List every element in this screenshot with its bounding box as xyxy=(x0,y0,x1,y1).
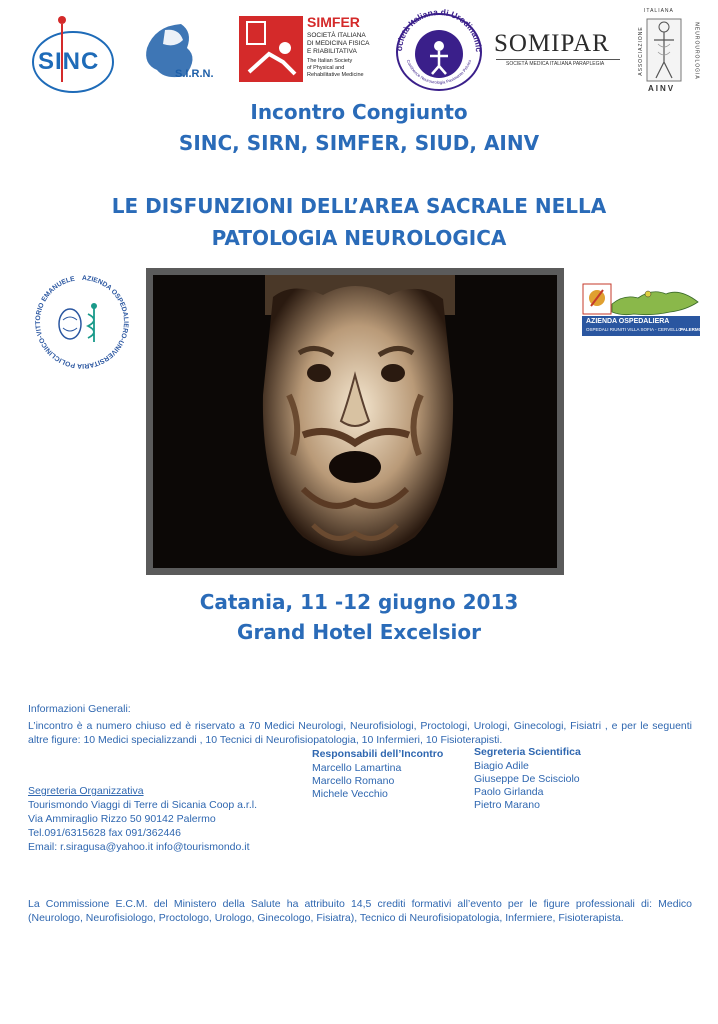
simfer-line-2: DI MEDICINA FISICA xyxy=(307,40,370,47)
mascaron-photo xyxy=(153,275,557,568)
responsabili-heading: Responsabili dell’Incontro xyxy=(312,748,444,760)
responsabili-name: Marcello Romano xyxy=(312,775,395,787)
ainv-figure-icon xyxy=(646,18,682,82)
azienda-line-1: AZIENDA OSPEDALIERA xyxy=(586,318,670,325)
organizzativa-email-line: Email: r.siragusa@yahoo.it info@tourismondo.it xyxy=(28,841,250,853)
siud-bottom-text: Continence Neurourologia Pavimento Pelvico xyxy=(405,58,473,85)
siud-ring-text: ocietà Italiana di Urodinamic xyxy=(393,8,485,53)
segreteria-organizzativa-heading: Segreteria Organizzativa xyxy=(28,785,144,797)
policlinico-ring-text: AZIENDA OSPEDALIERO-UNIVERSITARIA POLICLINICO-VITTORIO EMANUELE xyxy=(34,274,129,370)
simfer-line-6: Rehabilitative Medicine xyxy=(307,72,364,78)
topic-line-2: PATOLOGIA NEUROLOGICA xyxy=(211,226,507,250)
info-body: L’incontro è a numero chiuso ed è riservato a 70 Medici Neurologi, Neurofisiologi, Proctologi, Urologi, Ginecologi, Fisiatri , e per le seguenti altre figure: 10 Medici specializzandi , 10 Tecnici di Neurofisiopatologia, 10 Infermieri, 10 Fisioterapisti. xyxy=(28,720,692,746)
header-line-1: Incontro Congiunto xyxy=(250,100,468,124)
somipar-logo-text: SOMIPAR xyxy=(494,30,610,57)
responsabili-name: Marcello Lamartina xyxy=(312,762,402,774)
azienda-city: PALERMO xyxy=(680,327,703,332)
organizzativa-line: Tel.091/6315628 fax 091/362446 xyxy=(28,827,181,839)
ainv-right-text: NEUROUROLOGIA xyxy=(693,22,700,80)
segreteria-scientifica-heading: Segreteria Scientifica xyxy=(474,746,581,758)
siud-logo xyxy=(392,8,486,92)
responsabili-name: Michele Vecchio xyxy=(312,788,388,800)
ainv-text: AINV xyxy=(648,84,676,93)
sinc-logo-text: SINC xyxy=(38,48,100,75)
event-hotel: Grand Hotel Excelsior xyxy=(237,620,481,644)
simfer-line-1: SOCIETÀ ITALIANA xyxy=(307,32,366,39)
scientifica-name: Giuseppe De Scisciolo xyxy=(474,773,580,785)
scientifica-name: Biagio Adile xyxy=(474,760,529,772)
event-dates: Catania, 11 -12 giugno 2013 xyxy=(199,590,519,614)
sinc-logo xyxy=(28,12,118,97)
policlinico-logo xyxy=(30,270,134,374)
sirn-logo-text: S.I.R.N. xyxy=(175,68,214,80)
topic-line-1: LE DISFUNZIONI DELL’AREA SACRALE NELLA xyxy=(111,194,607,218)
azienda-ospedaliera-logo xyxy=(582,280,703,336)
scientifica-name: Paolo Girlanda xyxy=(474,786,544,798)
organizzativa-line: Tourismondo Viaggi di Terre di Sicania Coop a.r.l. xyxy=(28,799,257,811)
ecm-text: La Commissione E.C.M. del Ministero della Salute ha attribuito 14,5 crediti formativi all’evento per le figure professionali di: Medico (Neurologo, Neurofisiologo, Proctologo, Urologo, Ginecologo, Fisiatra), Tecnico di Neurofisiopatologia, Infermiere, Fisioterapista. xyxy=(28,898,692,924)
header-line-2: SINC, SIRN, SIMFER, SIUD, AINV xyxy=(178,131,540,155)
ainv-top-text: ITALIANA xyxy=(644,8,674,14)
organizzativa-line: Via Ammiraglio Rizzo 50 90142 Palermo xyxy=(28,813,216,825)
simfer-line-3: E RIABILITATIVA xyxy=(307,48,357,55)
info-heading: Informazioni Generali: xyxy=(28,703,131,715)
ainv-left-text: ASSOCIAZIONE xyxy=(637,26,644,76)
simfer-logo-name: SIMFER xyxy=(307,14,360,30)
scientifica-name: Pietro Marano xyxy=(474,799,540,811)
somipar-subtitle: SOCIETÀ MEDICA ITALIANA PARAPLEGIA xyxy=(506,61,605,67)
azienda-line-2: OSPEDALI RIUNITI VILLA SOFIA - CERVELLO xyxy=(586,327,682,332)
simfer-line-4: The Italian Society xyxy=(307,58,353,64)
simfer-emblem-icon xyxy=(239,16,303,82)
simfer-line-5: of Physical and xyxy=(307,65,345,71)
simfer-logo xyxy=(239,16,379,82)
ainv-logo xyxy=(628,8,698,96)
somipar-logo xyxy=(494,30,626,74)
sirn-logo xyxy=(135,18,225,93)
